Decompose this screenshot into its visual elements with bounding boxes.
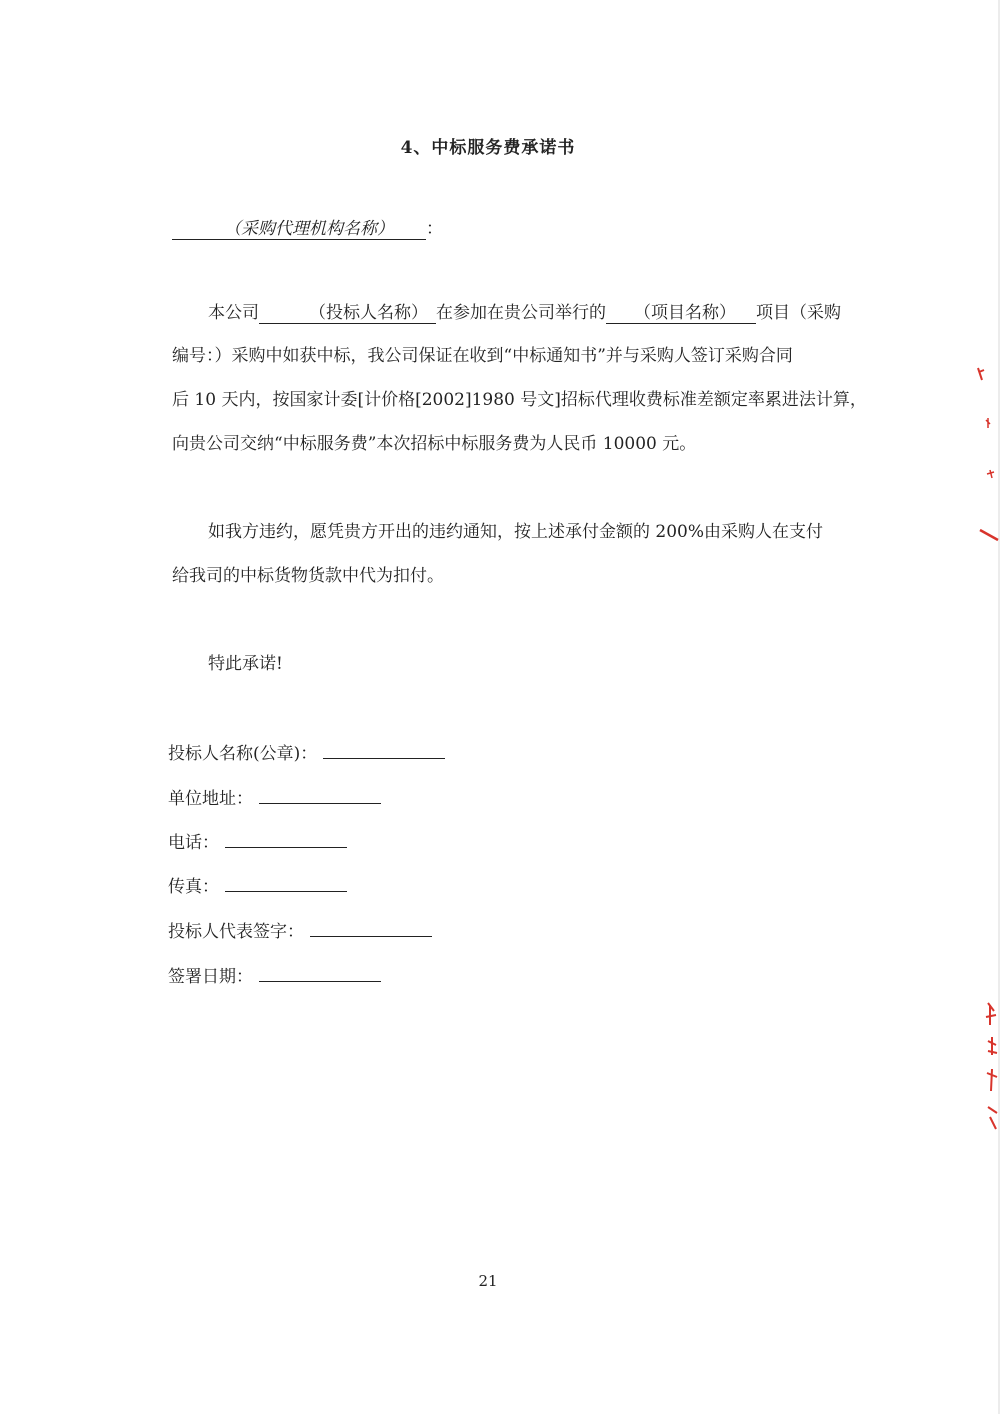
- salutation: [172, 214, 443, 240]
- page-number: 21: [478, 1272, 498, 1290]
- field-label: 投标人代表签字：: [168, 922, 304, 942]
- field-blank: [259, 789, 381, 804]
- field-bidder-name-seal: [168, 739, 445, 764]
- field-blank: [310, 922, 432, 937]
- text-segment: 本公司: [208, 303, 259, 323]
- field-label: 单位地址：: [168, 789, 253, 809]
- document-title: 4、中标服务费承诺书: [400, 138, 576, 158]
- bidder-name-blank: （投标人名称）: [259, 303, 436, 324]
- project-name-blank: （项目名称）: [606, 303, 756, 324]
- field-representative-signature: [168, 917, 432, 942]
- field-phone: [168, 828, 347, 853]
- field-blank: [225, 833, 347, 848]
- field-blank: [259, 967, 381, 982]
- closing-text: 特此承诺!: [208, 654, 283, 674]
- field-label: 电话：: [168, 833, 219, 853]
- field-blank: [225, 877, 347, 892]
- text-segment: 项目（采购: [756, 303, 841, 323]
- paragraph-1-line-2: 编号：）采购中如获中标，我公司保证在收到“中标通知书”并与采购人签订采购合同: [172, 346, 793, 366]
- seal-stamp-fragment-bottom: [970, 995, 1000, 1145]
- salutation-colon: ：: [426, 219, 443, 239]
- paragraph-2-line-2: 给我司的中标货物货款中代为扣付。: [172, 566, 444, 586]
- seal-stamp-fragment-top: [970, 360, 1000, 560]
- field-label: 投标人名称(公章)：: [168, 744, 318, 764]
- paragraph-2-line-1: 如我方违约，愿凭贵方开出的违约通知，按上述承付金额的 200%由采购人在支付: [208, 522, 824, 542]
- field-fax: [168, 872, 347, 897]
- field-blank: [323, 744, 445, 759]
- text-segment: 在参加在贵公司举行的: [436, 303, 606, 323]
- field-address: [168, 784, 381, 809]
- field-label: 签署日期：: [168, 967, 253, 987]
- field-label: 传真：: [168, 877, 219, 897]
- paragraph-1-line-4: 向贵公司交纳“中标服务费”本次招标中标服务费为人民币 10000 元。: [172, 434, 697, 454]
- addressee-blank: （采购代理机构名称）: [172, 219, 426, 240]
- paragraph-1-line-3: 后 10 天内，按国家计委[计价格[2002]1980 号文]招标代理收费标准差额定率累进法计算，: [172, 390, 867, 410]
- paragraph-1-line-1: [172, 302, 841, 324]
- field-sign-date: [168, 962, 381, 987]
